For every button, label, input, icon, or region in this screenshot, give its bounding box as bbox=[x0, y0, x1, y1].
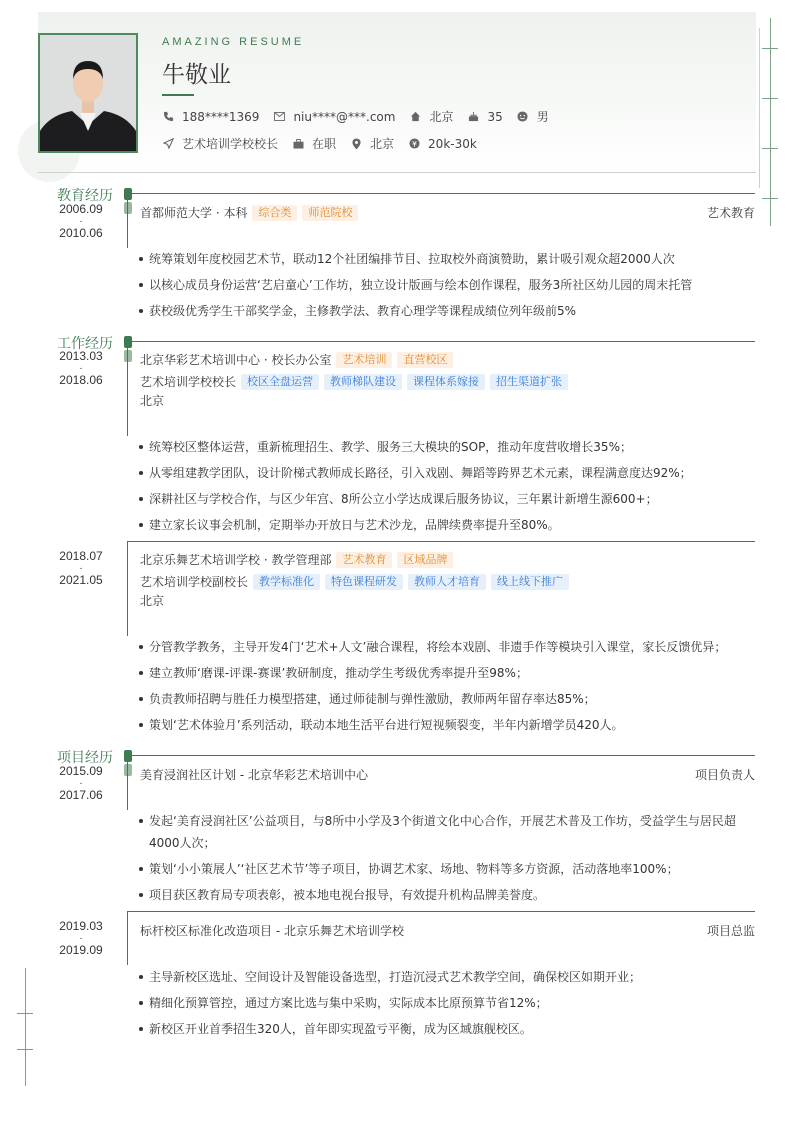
contact-row bbox=[162, 108, 563, 125]
phone-icon bbox=[162, 111, 174, 123]
projects-section-title: 项目经历 bbox=[57, 750, 113, 766]
decor-tick bbox=[17, 1049, 33, 1050]
salary-text: 20k-30k bbox=[428, 136, 477, 151]
gender-text: 男 bbox=[536, 110, 549, 124]
candidate-name: 牛敬业 bbox=[162, 62, 231, 88]
school-name: 首都师范大学 · 本科 bbox=[140, 206, 248, 220]
work-dates bbox=[58, 550, 104, 586]
project-dates bbox=[58, 920, 104, 956]
job-title: 艺术培训学校校长 bbox=[140, 375, 237, 389]
list-item: 从零组建教学团队，设计阶梯式教师成长路径，引入戏剧、舞蹈等跨界艺术元素，课程满意度达92%； bbox=[136, 462, 736, 484]
entry-line bbox=[127, 911, 128, 965]
location-pin-icon bbox=[350, 138, 362, 150]
decor-tick bbox=[762, 48, 778, 49]
list-item: 发起‘美育浸润社区’公益项目，与8所中小学及3个街道文化中心合作，开展艺术普及工作坊，受益学生与居民超4000人次； bbox=[136, 810, 736, 854]
section-marker bbox=[124, 188, 132, 200]
list-item: 统筹策划年度校园艺术节，联动12个社团编排节目、拉取校外商演赞助，累计吸引观众超2000人次 bbox=[136, 248, 736, 270]
start-date: 2013.03 bbox=[59, 349, 103, 363]
list-item: 以核心成员身份运营‘艺启童心’工作坊，独立设计版画与绘本创作课程，服务3所社区幼儿园的周末托管 bbox=[136, 274, 736, 296]
skill-tag: 教学标准化 bbox=[253, 574, 320, 590]
decor-vertical-line bbox=[770, 18, 771, 226]
company-name: 北京乐舞艺术培训学校 · 教学管理部 bbox=[140, 553, 332, 567]
target-city-item bbox=[350, 135, 394, 152]
list-item: 深耕社区与学校合作，与区少年宫、8所公立小学达成课后服务协议，三年累计新增生源600+； bbox=[136, 488, 736, 510]
person-photo-icon bbox=[40, 35, 136, 151]
section-marker bbox=[124, 750, 132, 762]
skill-tag: 特色课程研发 bbox=[325, 574, 403, 590]
project-dates bbox=[58, 765, 104, 801]
section-marker bbox=[124, 336, 132, 348]
section-rule bbox=[131, 341, 755, 342]
project-name: 标杆校区标准化改造项目 - 北京乐舞艺术培训学校 bbox=[140, 924, 404, 938]
decor-tick bbox=[762, 198, 778, 199]
section-rule bbox=[131, 193, 755, 194]
decor-vertical-line bbox=[759, 28, 760, 188]
end-date: 2021.05 bbox=[59, 573, 103, 587]
list-item: 策划‘艺术体验月’系列活动，联动本地生活平台进行短视频裂变，半年内新增学员420人。 bbox=[136, 714, 736, 736]
date-separator: - bbox=[79, 216, 83, 226]
skill-tag: 校区全盘运营 bbox=[241, 374, 319, 390]
education-bullets bbox=[136, 248, 736, 326]
list-item: 建立教师‘磨课-评课-赛课’教研制度，推动学生考级优秀率提升至98%； bbox=[136, 662, 736, 684]
age-item bbox=[467, 110, 502, 124]
position-text: 艺术培训学校校长 bbox=[182, 137, 279, 151]
list-item: 精细化预算管控，通过方案比选与集中采购，实际成本比原预算节省12%； bbox=[136, 992, 736, 1014]
email-text: niu****@***.com bbox=[293, 109, 396, 124]
school-tag: 综合类 bbox=[252, 205, 297, 221]
decor-tick bbox=[762, 148, 778, 149]
city-text: 北京 bbox=[429, 110, 454, 124]
cake-icon bbox=[467, 111, 479, 123]
skill-tag: 课程体系嫁接 bbox=[407, 374, 485, 390]
date-separator: - bbox=[79, 778, 83, 788]
work-dates bbox=[58, 350, 104, 386]
project-bullets bbox=[136, 810, 736, 910]
skill-tag: 线上线下推广 bbox=[491, 574, 569, 590]
job-intent-row bbox=[162, 135, 491, 152]
education-section-title: 教育经历 bbox=[57, 188, 113, 204]
company-name: 北京华彩艺术培训中心 · 校长办公室 bbox=[140, 353, 332, 367]
briefcase-icon bbox=[292, 138, 304, 150]
job-title: 艺术培训学校副校长 bbox=[140, 575, 249, 589]
decor-tick bbox=[17, 1013, 33, 1014]
skill-tag: 教师人才培育 bbox=[408, 574, 486, 590]
project-name: 美育浸润社区计划 - 北京华彩艺术培训中心 bbox=[140, 768, 368, 782]
position-item bbox=[162, 135, 278, 152]
work-section-title: 工作经历 bbox=[57, 336, 113, 352]
entry-top-rule bbox=[127, 911, 755, 912]
work-city: 北京 bbox=[140, 594, 165, 608]
list-item: 分管教学教务，主导开发4门‘艺术+人文’融合课程，将绘本戏剧、非遗手作等模块引入课堂，家长反馈优异； bbox=[136, 636, 736, 658]
start-date: 2018.07 bbox=[59, 549, 103, 563]
name-underline bbox=[162, 94, 194, 96]
smile-icon bbox=[517, 111, 529, 123]
entry-top-rule bbox=[127, 541, 755, 542]
phone-text: 188****1369 bbox=[182, 109, 260, 124]
home-icon bbox=[409, 111, 421, 123]
end-date: 2010.06 bbox=[59, 226, 103, 240]
money-icon bbox=[408, 138, 420, 150]
entry-line bbox=[127, 194, 128, 248]
phone-item bbox=[162, 110, 259, 124]
section-rule bbox=[131, 755, 755, 756]
date-separator: - bbox=[79, 563, 83, 573]
status-item bbox=[292, 135, 336, 152]
entry-marker bbox=[124, 202, 132, 214]
skill-tag: 教师梯队建设 bbox=[324, 374, 402, 390]
end-date: 2018.06 bbox=[59, 373, 103, 387]
project-role: 项目负责人 bbox=[694, 768, 755, 782]
salary-item bbox=[408, 137, 477, 151]
company-tag: 艺术教育 bbox=[336, 552, 392, 568]
resume-brand: AMAZING RESUME bbox=[162, 36, 305, 48]
company-tag: 直营校区 bbox=[397, 352, 453, 368]
work-title-row bbox=[140, 573, 569, 590]
start-date: 2019.03 bbox=[59, 919, 103, 933]
mail-icon bbox=[273, 111, 285, 123]
list-item: 新校区开业首季招生320人，首年即实现盈亏平衡，成为区域旗舰校区。 bbox=[136, 1018, 736, 1040]
end-date: 2019.09 bbox=[59, 943, 103, 957]
company-tag: 艺术培训 bbox=[336, 352, 392, 368]
list-item: 项目获区教育局专项表彰，被本地电视台报导，有效提升机构品牌美誉度。 bbox=[136, 884, 736, 906]
entry-marker bbox=[124, 764, 132, 776]
project-bullets bbox=[136, 966, 736, 1044]
project-role: 项目总监 bbox=[706, 924, 755, 938]
status-text: 在职 bbox=[312, 137, 337, 151]
list-item: 负责教师招聘与胜任力模型搭建，通过师徒制与弹性激励，教师两年留存率达85%； bbox=[136, 688, 736, 710]
city-item bbox=[409, 108, 453, 125]
date-separator: - bbox=[79, 933, 83, 943]
list-item: 建立家长议事会机制，定期举办开放日与艺术沙龙，品牌续费率提升至80%。 bbox=[136, 514, 736, 536]
education-dates bbox=[58, 203, 104, 239]
age-text: 35 bbox=[487, 109, 503, 124]
work-company-row bbox=[140, 351, 453, 368]
major: 艺术教育 bbox=[706, 206, 755, 220]
entry-line bbox=[127, 541, 128, 636]
email-item bbox=[273, 110, 395, 124]
entry-line bbox=[127, 342, 128, 436]
target-city-text: 北京 bbox=[370, 137, 395, 151]
decor-vertical-line bbox=[25, 968, 26, 1086]
start-date: 2015.09 bbox=[59, 764, 103, 778]
list-item: 策划‘小小策展人’‘社区艺术节’等子项目，协调艺术家、场地、物料等多方资源，活动落地率100%； bbox=[136, 858, 736, 880]
work-bullets bbox=[136, 636, 736, 740]
start-date: 2006.09 bbox=[59, 202, 103, 216]
work-title-row bbox=[140, 373, 568, 390]
skill-tag: 招生渠道扩张 bbox=[490, 374, 568, 390]
profile-photo bbox=[38, 33, 138, 153]
list-item: 主导新校区选址、空间设计及智能设备选型，打造沉浸式艺术教学空间，确保校区如期开业； bbox=[136, 966, 736, 988]
list-item: 获校级优秀学生干部奖学金，主修教学法、教育心理学等课程成绩位列年级前5% bbox=[136, 300, 736, 322]
work-city: 北京 bbox=[140, 394, 165, 408]
work-bullets bbox=[136, 436, 736, 540]
work-company-row bbox=[140, 551, 453, 568]
send-icon bbox=[162, 138, 174, 150]
header-divider bbox=[38, 172, 756, 173]
decor-tick bbox=[762, 98, 778, 99]
gender-item bbox=[517, 108, 549, 125]
entry-line bbox=[127, 756, 128, 810]
company-tag: 区域品牌 bbox=[397, 552, 453, 568]
education-school-row bbox=[140, 204, 358, 221]
end-date: 2017.06 bbox=[59, 788, 103, 802]
school-tag: 师范院校 bbox=[302, 205, 358, 221]
list-item: 统筹校区整体运营，重新梳理招生、教学、服务三大模块的SOP，推动年度营收增长35%； bbox=[136, 436, 736, 458]
entry-marker bbox=[124, 350, 132, 362]
date-separator: - bbox=[79, 363, 83, 373]
